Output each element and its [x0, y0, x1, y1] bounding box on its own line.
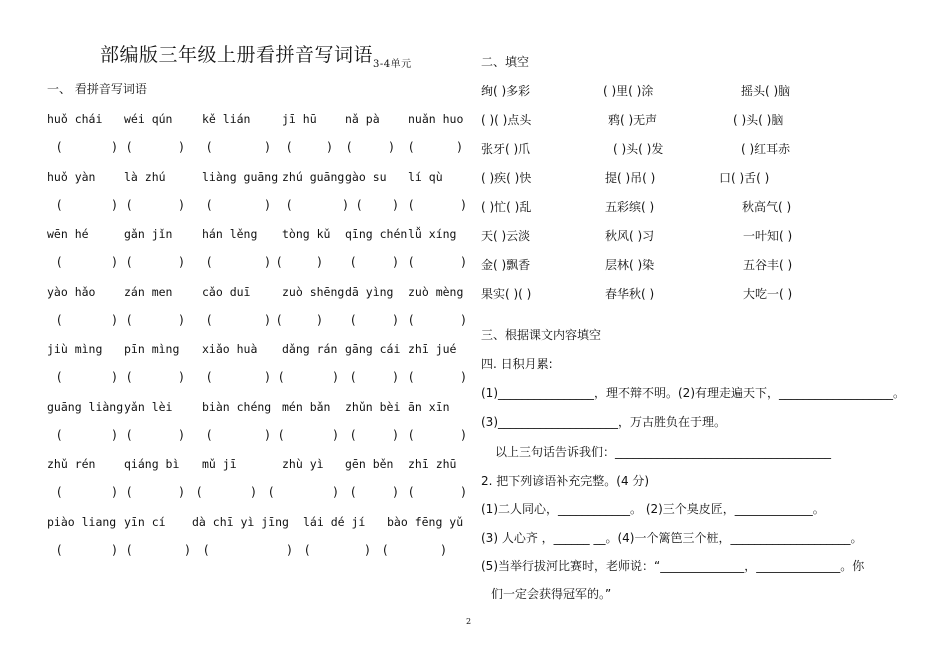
answer-blank[interactable]: ( — [57, 427, 62, 442]
pinyin-word: jī hū — [282, 112, 317, 126]
answer-blank[interactable]: ) — [333, 485, 338, 499]
answer-blank[interactable]: ) — [179, 312, 184, 327]
answer-blank[interactable]: ) — [393, 485, 398, 499]
answer-blank[interactable]: ( — [409, 370, 414, 384]
content-item[interactable]: (1)________________，理不辩不明。(2)有理走遍天下，___________________。 — [481, 386, 905, 400]
answer-blank[interactable]: ( — [305, 542, 310, 557]
answer-blank[interactable]: ) — [185, 542, 190, 557]
answer-blank[interactable]: ) — [265, 312, 270, 327]
answer-blank[interactable]: ) — [179, 197, 184, 212]
idiom-blank[interactable]: 鸦( )无声 — [608, 113, 658, 127]
answer-blank[interactable]: ) — [365, 542, 370, 557]
answer-blank[interactable]: ( — [287, 140, 292, 154]
pinyin-word: zuò mèng — [408, 284, 464, 299]
idiom-blank[interactable]: ( )里( )涂 — [603, 84, 654, 98]
answer-blank[interactable]: ( — [207, 312, 212, 327]
pinyin-word: yǎn lèi — [124, 399, 173, 414]
pinyin-word: xiǎo huà — [202, 342, 258, 356]
answer-blank[interactable]: ) — [393, 255, 398, 269]
answer-blank[interactable]: ) — [179, 427, 184, 442]
pinyin-word: zhǔ rén — [47, 457, 96, 471]
answer-blank[interactable]: ) — [265, 370, 270, 384]
answer-blank[interactable]: ) — [287, 542, 292, 557]
pinyin-word: liàng guāng — [202, 169, 279, 184]
answer-blank[interactable]: ( — [57, 197, 62, 212]
idiom-blank[interactable]: 口( )舌( ) — [719, 171, 770, 185]
answer-blank[interactable]: ( — [127, 312, 132, 327]
pinyin-word: gēn běn — [345, 457, 394, 471]
idiom-blank[interactable]: 果实( )( ) — [481, 287, 532, 301]
pinyin-word: ān xīn — [408, 399, 450, 414]
answer-blank[interactable]: ( — [383, 542, 388, 557]
answer-blank[interactable]: ( — [57, 140, 62, 154]
answer-blank[interactable]: ) — [112, 312, 117, 327]
pinyin-word: lái dé jí — [303, 514, 366, 529]
idiom-blank[interactable]: 五彩缤( ) — [605, 200, 655, 214]
answer-blank[interactable]: ( — [207, 197, 212, 212]
pinyin-word: wēn hé — [47, 227, 89, 241]
pinyin-word: nuǎn huo — [408, 112, 464, 126]
pinyin-word: hán lěng — [202, 227, 258, 241]
answer-blank[interactable]: ( — [287, 197, 292, 212]
pinyin-word: dǎng rán — [282, 342, 338, 356]
pinyin-word: gào su — [345, 169, 387, 184]
answer-blank[interactable]: ) — [457, 140, 462, 154]
content-item[interactable]: (1)二人同心，____________。 (2)三个臭皮匠，_____________。 — [481, 502, 825, 516]
idiom-blank[interactable]: 秋高气( ) — [742, 200, 792, 214]
pinyin-word: nǎ pà — [345, 112, 380, 126]
answer-blank[interactable]: ( — [57, 485, 62, 499]
idiom-blank[interactable]: 春华秋( ) — [605, 287, 655, 301]
answer-blank[interactable]: ) — [393, 427, 398, 442]
answer-blank[interactable]: ( — [207, 140, 212, 154]
idiom-blank[interactable]: 一叶知( ) — [743, 229, 793, 243]
pinyin-word: qīng chén — [345, 227, 408, 241]
section3-heading: 三、根据课文内容填空 — [481, 328, 602, 342]
answer-blank[interactable]: ) — [265, 197, 270, 212]
answer-blank[interactable]: ( — [409, 312, 414, 327]
pinyin-word: lí qù — [408, 169, 443, 184]
answer-blank[interactable]: ( — [127, 255, 132, 269]
pinyin-word: huǒ yàn — [47, 169, 96, 184]
answer-blank[interactable]: ) — [179, 370, 184, 384]
pinyin-word: gǎn jǐn — [124, 227, 173, 241]
answer-blank[interactable]: ) — [112, 255, 117, 269]
answer-blank[interactable]: ) — [265, 427, 270, 442]
idiom-blank[interactable]: ( )( )点头 — [481, 113, 532, 127]
answer-blank[interactable]: ( — [127, 427, 132, 442]
idiom-blank[interactable]: ( )头( )脑 — [733, 113, 784, 127]
answer-blank[interactable]: ( — [351, 427, 356, 442]
pinyin-word: zhī jué — [408, 342, 457, 356]
content-item[interactable]: (3) 人心齐 ，______ __。(4)一个篱笆三个桩，____________________。 — [481, 531, 863, 545]
answer-blank[interactable]: ) — [393, 197, 398, 212]
page-title — [100, 40, 412, 70]
answer-blank[interactable]: ) — [179, 485, 184, 499]
idiom-blank[interactable]: 秋风( )习 — [605, 229, 655, 243]
pinyin-word: zhù yì — [282, 457, 324, 471]
pinyin-word: gāng cái — [345, 342, 401, 356]
answer-blank[interactable]: ( — [351, 485, 356, 499]
content-item[interactable]: (3)____________________，万古胜负在于理。 — [481, 415, 726, 429]
answer-blank[interactable]: ) — [265, 255, 270, 269]
answer-blank[interactable]: ( — [207, 370, 212, 384]
answer-blank[interactable]: ) — [333, 427, 338, 442]
pinyin-word: zuò shēng — [282, 284, 345, 299]
answer-blank[interactable]: ) — [461, 255, 466, 269]
answer-blank[interactable]: ) — [317, 312, 322, 327]
pinyin-word: tòng kǔ — [282, 227, 331, 241]
answer-blank[interactable]: ) — [461, 427, 466, 442]
pinyin-word: zhī zhū — [408, 457, 457, 471]
answer-blank[interactable]: ( — [57, 312, 62, 327]
answer-blank[interactable]: ( — [277, 255, 282, 269]
answer-blank[interactable]: ) — [112, 485, 117, 499]
idiom-blank[interactable]: ( )忙( )乱 — [481, 200, 532, 214]
answer-blank[interactable]: ) — [112, 370, 117, 384]
pinyin-word: jiù mìng — [47, 342, 103, 356]
pinyin-word: wéi qún — [124, 112, 173, 126]
answer-blank[interactable]: ( — [127, 140, 132, 154]
answer-blank[interactable]: ( — [409, 427, 414, 442]
title-main: 部编版三年级上册看拼音写词语 — [100, 44, 374, 66]
idiom-blank[interactable]: 提( )吊( ) — [605, 171, 656, 185]
idiom-blank[interactable]: 张牙( )爪 — [481, 142, 531, 156]
answer-blank[interactable]: ) — [112, 427, 117, 442]
answer-blank[interactable]: ) — [179, 255, 184, 269]
pinyin-word: mén bǎn — [282, 399, 331, 414]
idiom-blank[interactable]: ( )头( )发 — [613, 142, 664, 156]
idiom-blank[interactable]: 大吃一( ) — [743, 287, 793, 301]
pinyin-word: là zhú — [124, 169, 166, 184]
answer-blank[interactable]: ( — [279, 370, 284, 384]
answer-blank[interactable]: ) — [343, 197, 348, 212]
answer-blank[interactable]: ( — [127, 485, 132, 499]
idiom-blank[interactable]: ( )红耳赤 — [741, 142, 791, 156]
pinyin-word: kě lián — [202, 112, 251, 126]
answer-blank[interactable]: ) — [179, 140, 184, 154]
answer-blank[interactable]: ( — [347, 140, 352, 154]
answer-blank[interactable]: ) — [441, 542, 446, 557]
answer-blank[interactable]: ( — [57, 255, 62, 269]
answer-blank[interactable]: ) — [389, 140, 394, 154]
answer-blank[interactable]: ) — [251, 485, 256, 499]
answer-blank[interactable]: ( — [279, 427, 284, 442]
answer-blank[interactable]: ( — [207, 427, 212, 442]
answer-blank[interactable]: ( — [409, 140, 414, 154]
idiom-blank[interactable]: 摇头( )脑 — [741, 84, 791, 98]
answer-blank[interactable]: ( — [127, 542, 132, 557]
answer-blank[interactable]: ( — [127, 197, 132, 212]
title-sub: 3-4单元 — [373, 59, 412, 70]
pinyin-word: zán men — [124, 284, 173, 299]
answer-blank[interactable]: ) — [461, 485, 466, 499]
pinyin-word: dā yìng — [345, 284, 394, 299]
answer-blank[interactable]: ) — [112, 140, 117, 154]
answer-blank[interactable]: ( — [351, 312, 356, 327]
answer-blank[interactable]: ) — [265, 140, 270, 154]
answer-blank[interactable]: ) — [393, 370, 398, 384]
answer-blank[interactable]: ( — [351, 370, 356, 384]
answer-blank[interactable]: ) — [112, 542, 117, 557]
pinyin-word: biàn chéng — [202, 399, 272, 414]
section1-heading: 一、 看拼音写词语 — [47, 82, 147, 96]
answer-blank[interactable]: ( — [357, 197, 362, 212]
content-item[interactable]: (5)当举行拔河比赛时，老师说：“______________，______________。你 — [481, 559, 865, 573]
pinyin-word: zhǔn bèi — [345, 399, 401, 414]
answer-blank[interactable]: ( — [269, 485, 274, 499]
content-item[interactable]: 2. 把下列谚语补充完整。(4 分) — [481, 474, 650, 488]
answer-blank[interactable]: ( — [127, 370, 132, 384]
pinyin-word: guāng liàng — [47, 399, 124, 414]
answer-blank[interactable]: ( — [204, 542, 209, 557]
answer-blank[interactable]: ( — [57, 370, 62, 384]
answer-blank[interactable]: ) — [461, 370, 466, 384]
pinyin-word: piào liang — [47, 514, 117, 529]
answer-blank[interactable]: ( — [277, 312, 282, 327]
pinyin-word: huǒ chái — [47, 112, 103, 126]
section4-heading: 四. 日积月累: — [481, 357, 553, 371]
pinyin-word: lǚ xíng — [408, 227, 457, 241]
answer-blank[interactable]: ) — [327, 140, 332, 154]
answer-blank[interactable]: ) — [461, 197, 466, 212]
idiom-blank[interactable]: 五谷丰( ) — [743, 258, 793, 272]
answer-blank[interactable]: ( — [409, 197, 414, 212]
idiom-blank[interactable]: 绚( )多彩 — [481, 84, 531, 98]
pinyin-word: zhú guāng — [282, 169, 345, 184]
answer-blank[interactable]: ) — [333, 370, 338, 384]
page-number: 2 — [466, 617, 472, 626]
pinyin-word: cǎo duī — [202, 284, 251, 299]
answer-blank[interactable]: ( — [409, 255, 414, 269]
answer-blank[interactable]: ) — [112, 197, 117, 212]
answer-blank[interactable]: ( — [57, 542, 62, 557]
pinyin-word: bào fēng yǔ — [387, 514, 464, 529]
answer-blank[interactable]: ) — [461, 312, 466, 327]
answer-blank[interactable]: ( — [351, 255, 356, 269]
answer-blank[interactable]: ( — [207, 255, 212, 269]
pinyin-word: dà chī yì jīng — [192, 514, 289, 529]
pinyin-word: mǔ jī — [202, 457, 237, 471]
answer-blank[interactable]: ( — [409, 485, 414, 499]
content-item[interactable]: 以上三句话告诉我们：____________________________________ — [495, 445, 832, 459]
idiom-blank[interactable]: 层林( )染 — [605, 258, 655, 272]
pinyin-word: yào hǎo — [47, 284, 96, 299]
idiom-blank[interactable]: ( )疾( )快 — [481, 171, 532, 185]
answer-blank[interactable]: ) — [393, 312, 398, 327]
idiom-blank[interactable]: 金( )飘香 — [481, 258, 531, 272]
pinyin-word: pīn mìng — [124, 342, 180, 356]
section2-heading: 二、填空 — [481, 55, 530, 69]
pinyin-word: yīn cí — [124, 514, 166, 529]
pinyin-word: qiáng bì — [124, 457, 180, 471]
idiom-blank[interactable]: 天( )云淡 — [481, 229, 531, 243]
content-item[interactable]: 们一定会获得冠军的。” — [491, 587, 612, 601]
answer-blank[interactable]: ( — [197, 485, 202, 499]
answer-blank[interactable]: ) — [317, 255, 322, 269]
